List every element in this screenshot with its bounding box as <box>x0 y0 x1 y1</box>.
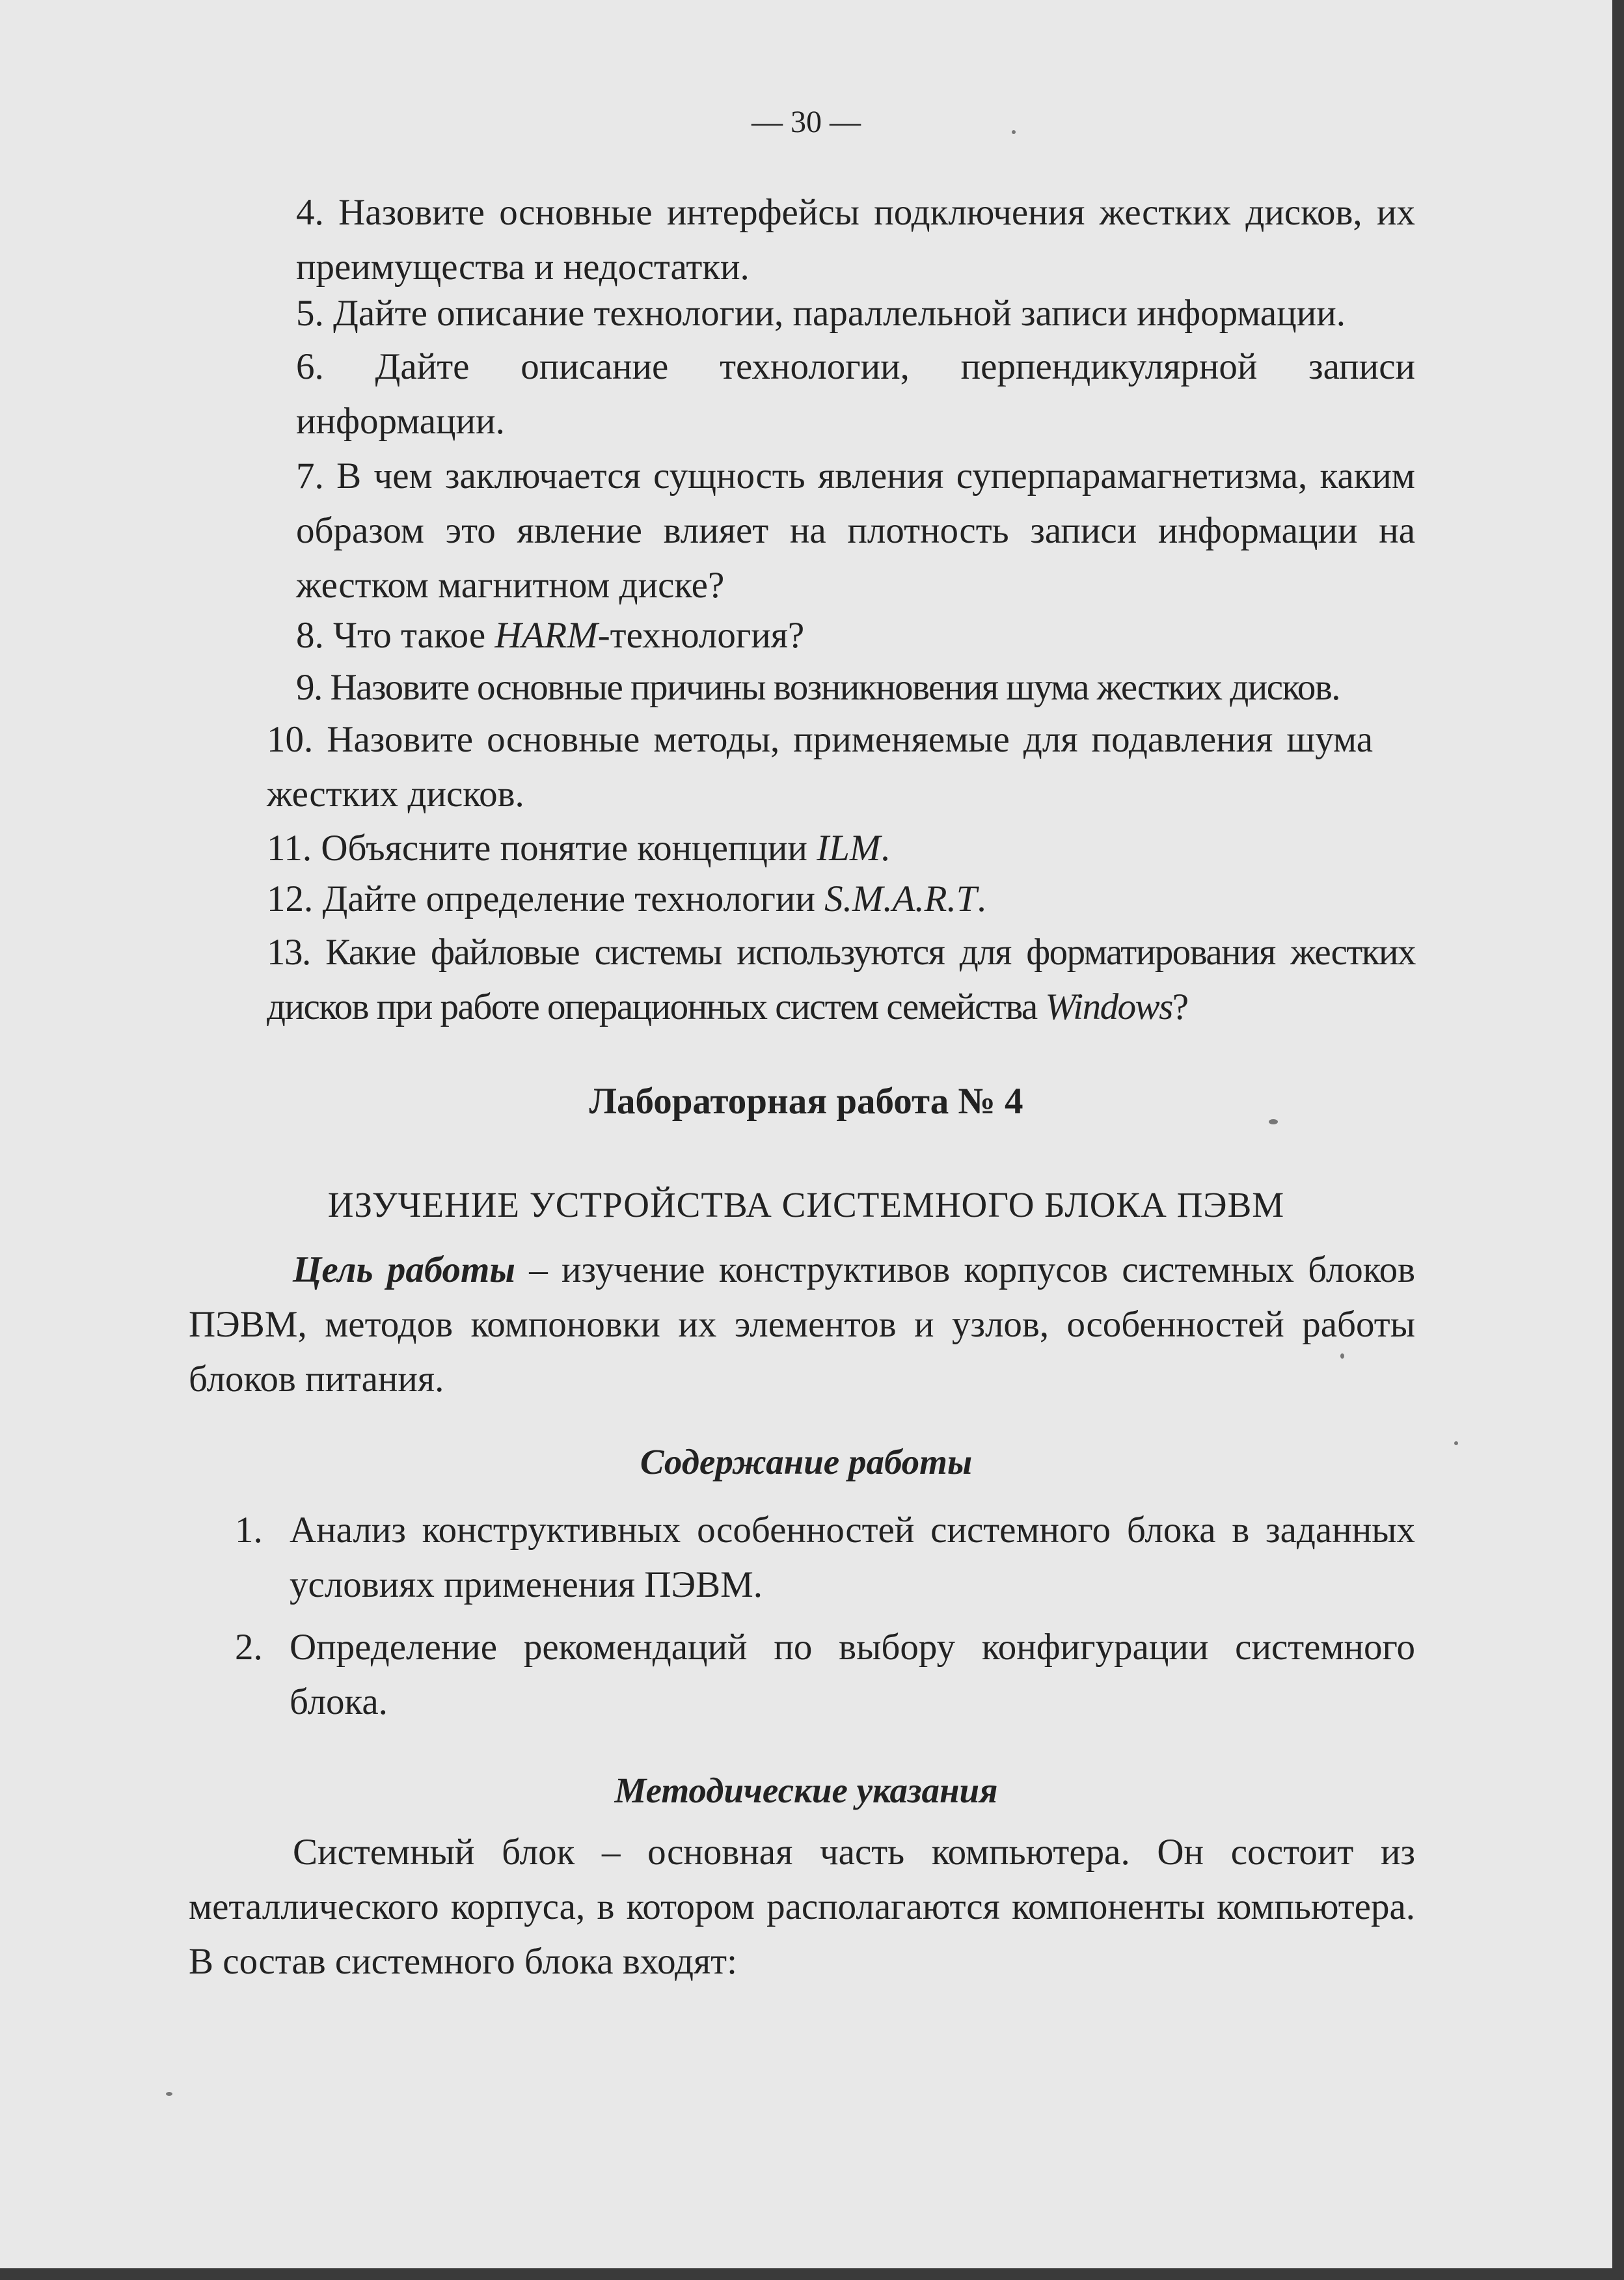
question-11 <box>267 821 1415 876</box>
question-text-after: . <box>977 878 986 919</box>
question-text: Назовите основные причины возникновения шума жестких дисков. <box>330 667 1340 708</box>
question-number: 13. <box>267 932 310 973</box>
scan-edge-bottom <box>0 2268 1624 2280</box>
question-text: Назовите основные интерфейсы подключения жестких дисков, их преимущества и недостатки. <box>296 192 1416 288</box>
page-number: — 30 — <box>751 105 861 139</box>
scan-speck <box>1269 1119 1278 1124</box>
contents-item-2 <box>237 1620 1415 1730</box>
scan-speck <box>1340 1353 1344 1359</box>
scan-speck <box>1454 1441 1458 1445</box>
question-text-after: ? <box>1172 986 1188 1027</box>
question-10 <box>267 712 1373 822</box>
goal-label: Цель работы <box>293 1249 515 1290</box>
question-number: 4. <box>296 192 324 233</box>
question-9 <box>296 660 1415 715</box>
guidelines-paragraph: Системный блок – основная часть компьютера. Он состоит из металлического корпуса, в котором располагаются компоненты компьютера. В состав системного блока входят: <box>189 1832 1415 1982</box>
question-text: В чем заключается сущность явления суперпарамагнетизма, каким образом это явление влияет на плотность записи информации на жестком магнитном диске? <box>296 455 1416 606</box>
scan-speck <box>1012 130 1016 134</box>
question-5 <box>296 286 1415 341</box>
question-text-after: . <box>880 828 890 869</box>
question-13 <box>267 925 1415 1035</box>
question-text-before: Какие файловые системы используются для форматирования жестких дисков при работе операционных систем семейства <box>267 932 1416 1027</box>
question-text-after: -технология? <box>597 615 805 656</box>
question-term: ILM <box>817 828 881 869</box>
question-text: Назовите основные методы, применяемые для подавления шума жестких дисков. <box>267 719 1373 815</box>
question-number: 12. <box>267 878 314 919</box>
question-4 <box>296 185 1415 295</box>
question-text: Дайте описание технологии, параллельной записи информации. <box>333 293 1346 334</box>
question-7 <box>296 449 1415 613</box>
question-text-before: Дайте определение технологии <box>322 878 825 919</box>
question-6 <box>296 340 1415 449</box>
question-term: HARM <box>494 615 598 656</box>
lab-subtitle: ИЗУЧЕНИЕ УСТРОЙСТВА СИСТЕМНОГО БЛОКА ПЭВМ <box>327 1185 1285 1225</box>
question-12 <box>267 872 1415 927</box>
question-text-before: Что такое <box>333 615 495 656</box>
question-number: 6. <box>296 346 324 387</box>
question-8 <box>296 608 1415 663</box>
contents-item-text: Анализ конструктивных особенностей системного блока в заданных условиях применения ПЭВМ. <box>290 1510 1415 1605</box>
contents-item-1 <box>237 1503 1415 1612</box>
contents-heading: Содержание работы <box>640 1442 973 1482</box>
question-number: 8. <box>296 615 324 656</box>
question-term: Windows <box>1045 986 1172 1027</box>
question-term: S.M.A.R.T <box>824 878 977 919</box>
question-number: 5. <box>296 293 324 334</box>
question-number: 11. <box>267 828 312 869</box>
contents-item-text: Определение рекомендаций по выбору конфигурации системного блока. <box>290 1627 1415 1722</box>
lab-title: Лабораторная работа № 4 <box>589 1081 1023 1122</box>
contents-item-number: 2. <box>235 1627 263 1668</box>
guidelines-heading: Методические указания <box>614 1771 998 1810</box>
question-number: 10. <box>267 719 314 760</box>
goal-paragraph <box>189 1243 1415 1407</box>
question-number: 7. <box>296 455 324 496</box>
question-text-before: Объясните понятие концепции <box>321 828 817 869</box>
scan-edge-right <box>1612 0 1624 2280</box>
scan-speck <box>166 2092 172 2096</box>
question-number: 9. <box>296 667 322 708</box>
question-text: Дайте описание технологии, перпендикулярной записи информации. <box>296 346 1415 442</box>
goal-text: – изучение конструктивов корпусов системных блоков ПЭВМ, методов компоновки их элементов и узлов, особенностей работы блоков питания. <box>189 1249 1415 1400</box>
contents-item-number: 1. <box>235 1510 263 1551</box>
